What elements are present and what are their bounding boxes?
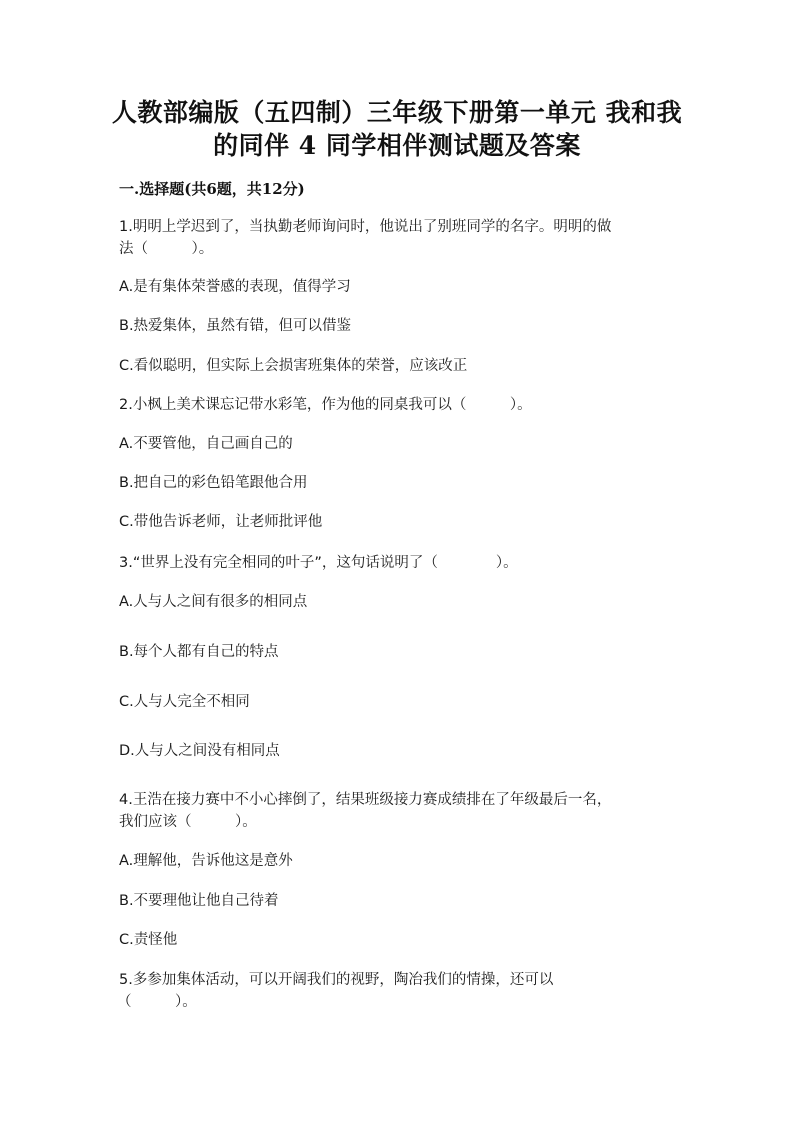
document-title-line-1: 人教部编版（五四制）三年级下册第一单元 我和我 [111, 98, 683, 127]
question-2-option-a: A.不要管他，自己画自己的 [119, 436, 293, 452]
question-4-option-a: A.理解他，告诉他这是意外 [119, 853, 293, 869]
question-4-stem-line-2: 我们应该（ ）。 [119, 814, 257, 830]
document-title-line-2: 的同伴 4 同学相伴测试题及答案 [213, 131, 581, 160]
question-2-stem-line-1: 2.小枫上美术课忘记带水彩笔，作为他的同桌我可以（ ）。 [119, 397, 532, 413]
question-5-stem-line-2: （ ）。 [117, 994, 197, 1010]
question-3-option-b: B.每个人都有自己的特点 [119, 644, 279, 660]
question-3-stem-line-1: 3.“世界上没有完全相同的叶子”，这句话说明了（ ）。 [119, 555, 518, 571]
question-1-option-c: C.看似聪明，但实际上会损害班集体的荣誉，应该改正 [119, 358, 468, 374]
question-1-option-b: B.热爱集体，虽然有错，但可以借鉴 [119, 318, 352, 334]
question-4-option-b: B.不要理他让他自己待着 [119, 893, 279, 909]
question-1-option-a: A.是有集体荣誉感的表现，值得学习 [119, 279, 351, 295]
question-2-option-c: C.带他告诉老师，让老师批评他 [119, 514, 323, 530]
question-4-option-c: C.责怪他 [119, 932, 178, 948]
question-5-stem-line-1: 5.多参加集体活动，可以开阔我们的视野，陶冶我们的情操，还可以 [119, 972, 554, 988]
question-4-stem-line-1: 4.王浩在接力赛中不小心摔倒了，结果班级接力赛成绩排在了年级最后一名， [119, 792, 612, 808]
question-3-option-c: C.人与人完全不相同 [119, 694, 250, 710]
question-3-option-a: A.人与人之间有很多的相同点 [119, 594, 308, 610]
question-3-option-d: D.人与人之间没有相同点 [119, 743, 280, 759]
section-heading: 一.选择题(共6题，共12分) [119, 180, 305, 198]
question-1-stem-line-2: 法（ ）。 [119, 241, 214, 257]
question-2-option-b: B.把自己的彩色铅笔跟他合用 [119, 475, 308, 491]
question-1-stem-line-1: 1.明明上学迟到了，当执勤老师询问时，他说出了别班同学的名字。明明的做 [119, 219, 612, 235]
